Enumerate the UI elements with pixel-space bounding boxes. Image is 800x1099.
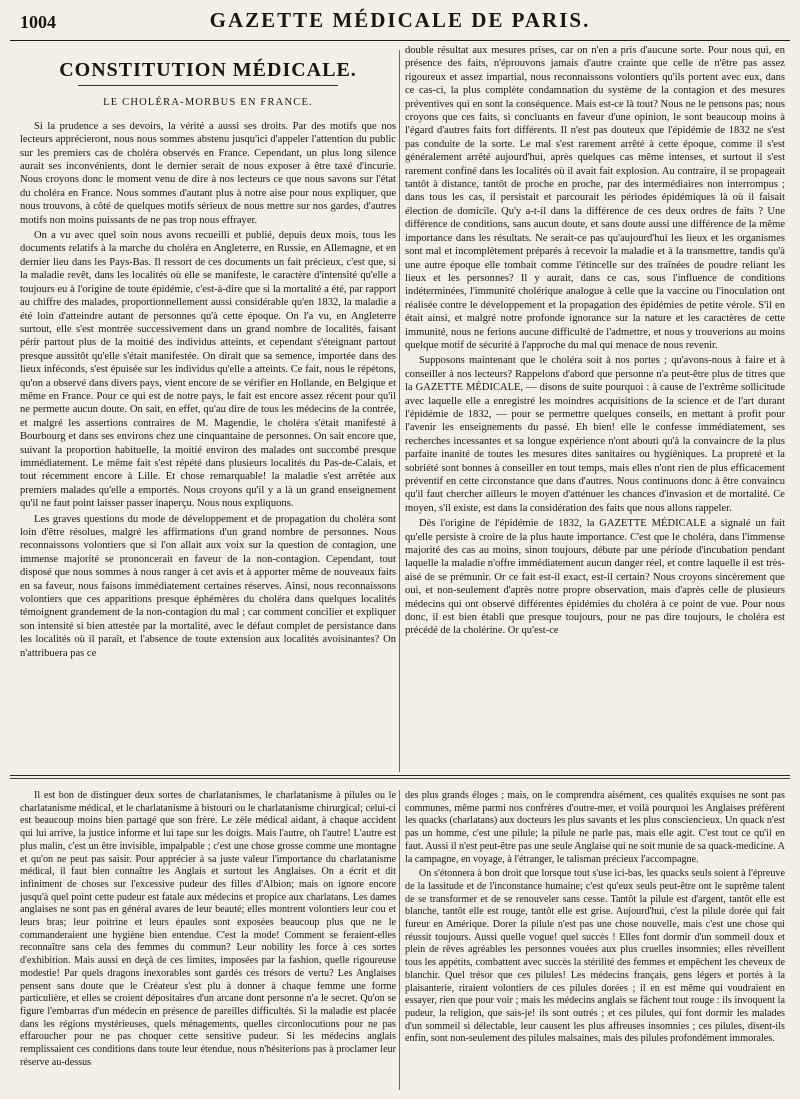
article-paragraph: Les graves questions du mode de développement et de propagation du choléra sont loin d'être résolues, malgré les affirmations d'un grand nombre de personnes. Nous reconnaissons volontiers que si l'on allait aux voix sur la question de contagion, une immense majorité se prononcerait en faveur de la non-contagion. Cependant, tout disposé que nous sommes à nous ranger à cet avis et à apporter même de nouveaux faits en sa faveur, nous faisons immédiatement certaines réserves. Ainsi, nous reconnaissons volontiers que ces apparitions presque éphémères du choléra dans quelques localités témoignent grandement de la non-contagion du mal ; car comment concilier et expliquer son intensité si bien attestée par la mortalité, avec le défaut complet de persistance dans les localités où il paraît, et l'absence de toute extension aux localités avoisinantes? On n'attribuera pas ce xyxy=(20,513,396,659)
header-rule xyxy=(10,40,790,41)
article-paragraph: On a vu avec quel soin nous avons recueilli et publié, depuis deux mois, tous les documents relatifs à la marche du choléra en Angleterre, en Russie, en Allemagne, et en dernier lieu dans les Pays-Bas. Il ressort de ces documents un fait précieux, c'est que, si la maladie revêt, dans les localités où elle se manifeste, le caractère d'intensité qu'elle a toujours eu à l'origine de toute épidémie, c'est-à-dire que si la mortalité a été, par rapport au chiffre des malades, proportionnellement aussi considérable qu'en 1832, la maladie a été loin d'atteindre autant de personnes qu'à cette époque. On l'a vu, en Angleterre surtout, elle s'est montrée successivement dans un grand nombre de localités, faisant périr partout plus de la moitié des individus atteints, et cependant s'éteignant partout presque aussitôt qu'elle s'était manifestée. On dirait que sa semence, importée dans des lieux inféconds, s'est épuisée sur les individus qu'elle a atteints. Ce fait, nous le répétons, qu'on a observé dans divers pays, vient encore de se vérifier en Hollande, en Belgique et même en France. Pour ce qui est de notre pays, le fait est encore assez récent pour qu'il ne permette aucun doute. On sait, en effet, qu'au dire de tous les médecins de la contrée, et malgré les assertions contraires de M. Magendie, le choléra s'était manifesté à Bourbourg et dans ses environs chez une cinquantaine de personnes. On sait encore que, suivant la proportion habituelle, la moitié environ des malades ont succombé presque immédiatement. Le même fait s'est répété dans plusieurs localités du Pas-de-Calais, et tout récemment encore à Lille. Et chose remarquable! la maladie s'est arrêtée aux premiers malades qu'elle a emportés. Nous croyons qu'il y a là un grand enseignement qu'il ne faut point laisser passer inaperçu. Nous nous expliquons. xyxy=(20,230,396,510)
feuilleton-paragraph: Il est bon de distinguer deux sortes de charlatanismes, le charlatanisme à pilules ou le charlatanisme médical, et le charlatanisme à bistouri ou le charlatanisme chirurgical; celui-ci est beaucoup moins bien partagé que son frère. Le zèle médical aidant, à chaque accident qui lui arrive, la justice informe et lui tape sur les doigts. Mais l'autre, oh l'autre! L'autre est plus malin, c'est un être invisible, impalpable ; c'est une chose grosse comme une montagne et qu'on ne peut pas saisir. Pour apprécier à sa juste valeur l'importance du charlatanisme médical, il faut bien connaître les Anglais et surtout les Anglaises. On a écrit et dit infiniment de choses sur l'excessive pudeur des filles d'Albion; mais on ignore encore jusqu'à quel point cette pudeur est fatale aux médecins et propice aux charlatans. Les dames anglaises ne sont pas en général avares de leur beauté; elles montrent volontiers leur cou et leurs bras; leur poitrine et leurs épaules sont exposées beaucoup plus que ne le commanderaient une hygiène bien entendue. C'est la mode! Comment se feraient-elles reconnaître sans cela des femmes du commun? Leur nobility les force à ces sortes d'exhibition. Mais aussi en deçà de ces limites, imposées par la fashion, quelle rigoureuse modestie! Par quels dragons inexorables sont gardés ces trésors de vertu? Les Anglaises pensent sans doute que le Créateur s'est plu à donner à chaque femme une forme particulière, et elles se croient dépositaires d'un arcane dont personne n'a le secret. Qu'on se figure l'embarras d'un médecin en présence de pareilles difficultés. Si la maladie est placée dans les régions mystérieuses, quels ménagements, quelles circonlocutions pour ne pas effaroucher pour ne pas choquer cette sensitive pudeur. Si les médecins anglais remplissaient ces conditions dans toute leur étendue, nous n'hésiterions pas à proclamer leur réserve au-dessus xyxy=(20,790,396,1068)
article-subtitle: LE CHOLÉRA-MORBUS EN FRANCE. xyxy=(103,97,313,109)
article-paragraph: Si la prudence a ses devoirs, la vérité a aussi ses droits. Par des motifs que nos lecteurs apprécieront, nous nous sommes abstenu jusqu'ici d'appeler l'attention du public sur les premiers cas de choléra observés en France. Cependant, un plus long silence aurait ses inconvénients, dont le dernier serait de nous exposer à être taxé d'incurie. Nous croyons donc le moment venu de dire à nos lecteurs ce que nous savons sur l'état du choléra en France. Nous sommes d'autant plus à notre aise pour nous expliquer, que nous trouvons, à côté de quelques motifs sérieux de nous mettre sur nos gardes, d'autres motifs non moins puissants de ne pas trop nous effrayer. xyxy=(20,120,396,226)
page-number: 1004 xyxy=(20,12,56,32)
title-rule xyxy=(78,85,338,86)
feuilleton-paragraph: des plus grands éloges ; mais, on le comprendra aisément, ces qualités exquises ne sont pas communes, même parmi nos confrères d'outre-mer, et voilà pourquoi les Anglaises préfèrent les quacks (charlatans) aux docteurs les plus savants et les plus consciencieux. Un quack n'est pas un homme, c'est une pilule; la pilule ne parle pas, mais elle agit. C'est tout ce qu'il en faut. Aussi il n'est peut-être pas une seule Anglaise qui ne soit munie de sa quack-medicine. A la campagne, en voyage, à l'étranger, le talisman précieux l'accompagne. xyxy=(405,790,785,865)
journal-title: GAZETTE MÉDICALE DE PARIS. xyxy=(209,8,591,32)
article-right-column xyxy=(405,44,785,772)
article-paragraph: double résultat aux mesures prises, car on n'en a pris d'aucune sorte. Pour nous qui, en présence des faits, n'éprouvons jamais d'autre crainte que celle de n'être pas assez rigoureux et assez impartial, nous reconnaissons volontiers qu'ils portent avec eux, dans ce cas-ci, la plus complète condamnation du système de la contagion et des mesures préventives qui en sont la conséquence. Mais est-ce là tout? Nous ne le pensons pas; nous croyons que ces faits, si concluants en faveur d'une opinion, le sont beaucoup moins à l'égard d'autres faits fort différents. Il n'est pas douteux que l'épidémie de 1832 ne s'est pas conduite de la sorte. Le mal s'est rarement arrêté à cette époque, comme il s'est généralement arrêté aujourd'hui, après quelques cas même intenses, et surtout il s'est rarement confiné dans les localités où il avait fait explosion. Au contraire, il se propageait tantôt à distance, tantôt de proche en proche, par des intermédiaires non interrompus ; dans tous les cas, il persistait et parcourait les périodes épidémiques là où il faisait élection de domicile. Qu'y a-t-il dans la différence de ces deux ordres de faits ? Une différence de conditions, sans aucun doute, et sans doute aussi une différence de la même importance dans les résultats. Ne serait-ce pas qu'aujourd'hui les lieux et les organismes sont mal et incomplètement préparés à recevoir la maladie et à la transmettre, tandis qu'à une autre époque elle tombait comme l'étincelle sur des traînées de poudre reliant les lieux et les personnes? Il y aurait, dans ce cas, sous l'influence de conditions indéterminées, l'immunité cholérique analogue à celle que la vaccine ou l'inoculation ont réalisée contre le développement et la propagation des épidémies de petite vérole. S'il en était ainsi, et malgré notre profonde ignorance sur la nature et les caractères de cette immunité, nous ne ferions aucune difficulté de l'admettre, et nous y trouverions au moins quelque motif de sécurité à l'approche du mal qui menace de nous revenir. xyxy=(405,45,785,351)
article-paragraph: Dès l'origine de l'épidémie de 1832, la GAZETTE MÉDICALE a signalé un fait qu'elle persiste à croire de la plus haute importance. C'est que le choléra, dans l'immense majorité des cas au moins, sinon toujours, débute par une période d'incubation pendant laquelle la maladie n'offre immédiatement aucun danger réel, et contre laquelle il est très-aisé de se prémunir. Or ce fait est-il exact, est-il certain? Nous croyons sincèrement que oui, et non-seulement d'après notre propre observation, mais d'après celle de plusieurs médecins qui ont observé différentes épidémies du choléra à ce point de vue. Pour nous donc, il est bien établi que presque toujours, pour ne pas dire toujours, le choléra est précédé de la cholérine. Or qu'est-ce xyxy=(405,518,785,637)
article-paragraph: Supposons maintenant que le choléra soit à nos portes ; qu'avons-nous à faire et à conseiller à nos lecteurs? Rappelons d'abord que personne n'a peut-être plus de titres que la GAZETTE MÉDICALE, — disons de suite pourquoi : à cause de l'extrême sollicitude avec laquelle elle a enregistré les moindres acquisitions de la science et de l'art durant l'épidémie de 1832, — pour se permettre quelques conseils, en mettant à profit pour l'avenir les enseignements du passé. Eh bien! elle le confesse immédiatement, ses recherches incessantes et sa longue expérience n'ont abouti qu'à la convaincre de la plus parfaite inanité de toutes les mesures dites sanitaires ou hygiéniques. La propreté et la sobriété sont bonnes à conseiller en tout temps, mais elles n'ont rien de plus efficacement préventif en cette circonstance que dans d'autres. Nous continuons donc à être convaincu qu'il faut chercher ailleurs le moyen d'atténuer les chances d'invasion et de mortalité. Ce moyen, s'il existe, est dans la considération des faits que nous allons rappeler. xyxy=(405,355,785,514)
feuilleton-left-column xyxy=(20,790,396,1092)
feuilleton-column-divider xyxy=(399,790,400,1090)
column-divider xyxy=(399,50,400,772)
article-title: CONSTITUTION MÉDICALE. xyxy=(59,59,357,81)
article-left-column xyxy=(20,46,396,771)
feuilleton-right-column xyxy=(405,790,785,1092)
feuilleton-rule xyxy=(10,775,790,776)
feuilleton-paragraph: On s'étonnera à bon droit que lorsque tout s'use ici-bas, les quacks seuls soient à l'épreuve de la lassitude et de l'inconstance humaine; c'est qu'eux seuls peut-être ont le suprême talent de se transformer et de se renouveler sans cesse. Tantôt la pilule est d'argent, tantôt elle est blanche, tantôt elle est rouge, tantôt elle est grise. Aujourd'hui, c'est la pilule dorée qui fait fureur en Amérique. Dorer la pilule n'est pas une chose nouvelle, mais c'est une chose qui réussit toujours. Aussi quelle vogue! quel succès ! Elles font dormir d'un sommeil doux et plein de rêves agréables les personnes vouées aux plus cruelles insomnies; elles réveillent tous les appétits, combattent avec succès la stérilité des femmes et empêchent les cheveux de blanchir. Quel trésor que ces pilules! Les médecins français, gens légers et portés à la plaisanterie, riraient volontiers de ces pilules dorées ; il en est même qui voudraient en essayer, rien que pour voir ; mais les médecins anglais se fâchent tout rouge : ils invoquent la pudeur, la religion, que sais-je! ils sont outrés ; et ces pilules, qui font dormir les malades d'un sommeil si délectable, leur causent les plus affreuses insomnies ; ces pilules, disent-ils enfin, sont non-seulement des pilules malsaines, mais des pilules profondément immorales. xyxy=(405,868,785,1045)
page-header xyxy=(8,2,792,36)
feuilleton-rule-secondary xyxy=(10,778,790,779)
